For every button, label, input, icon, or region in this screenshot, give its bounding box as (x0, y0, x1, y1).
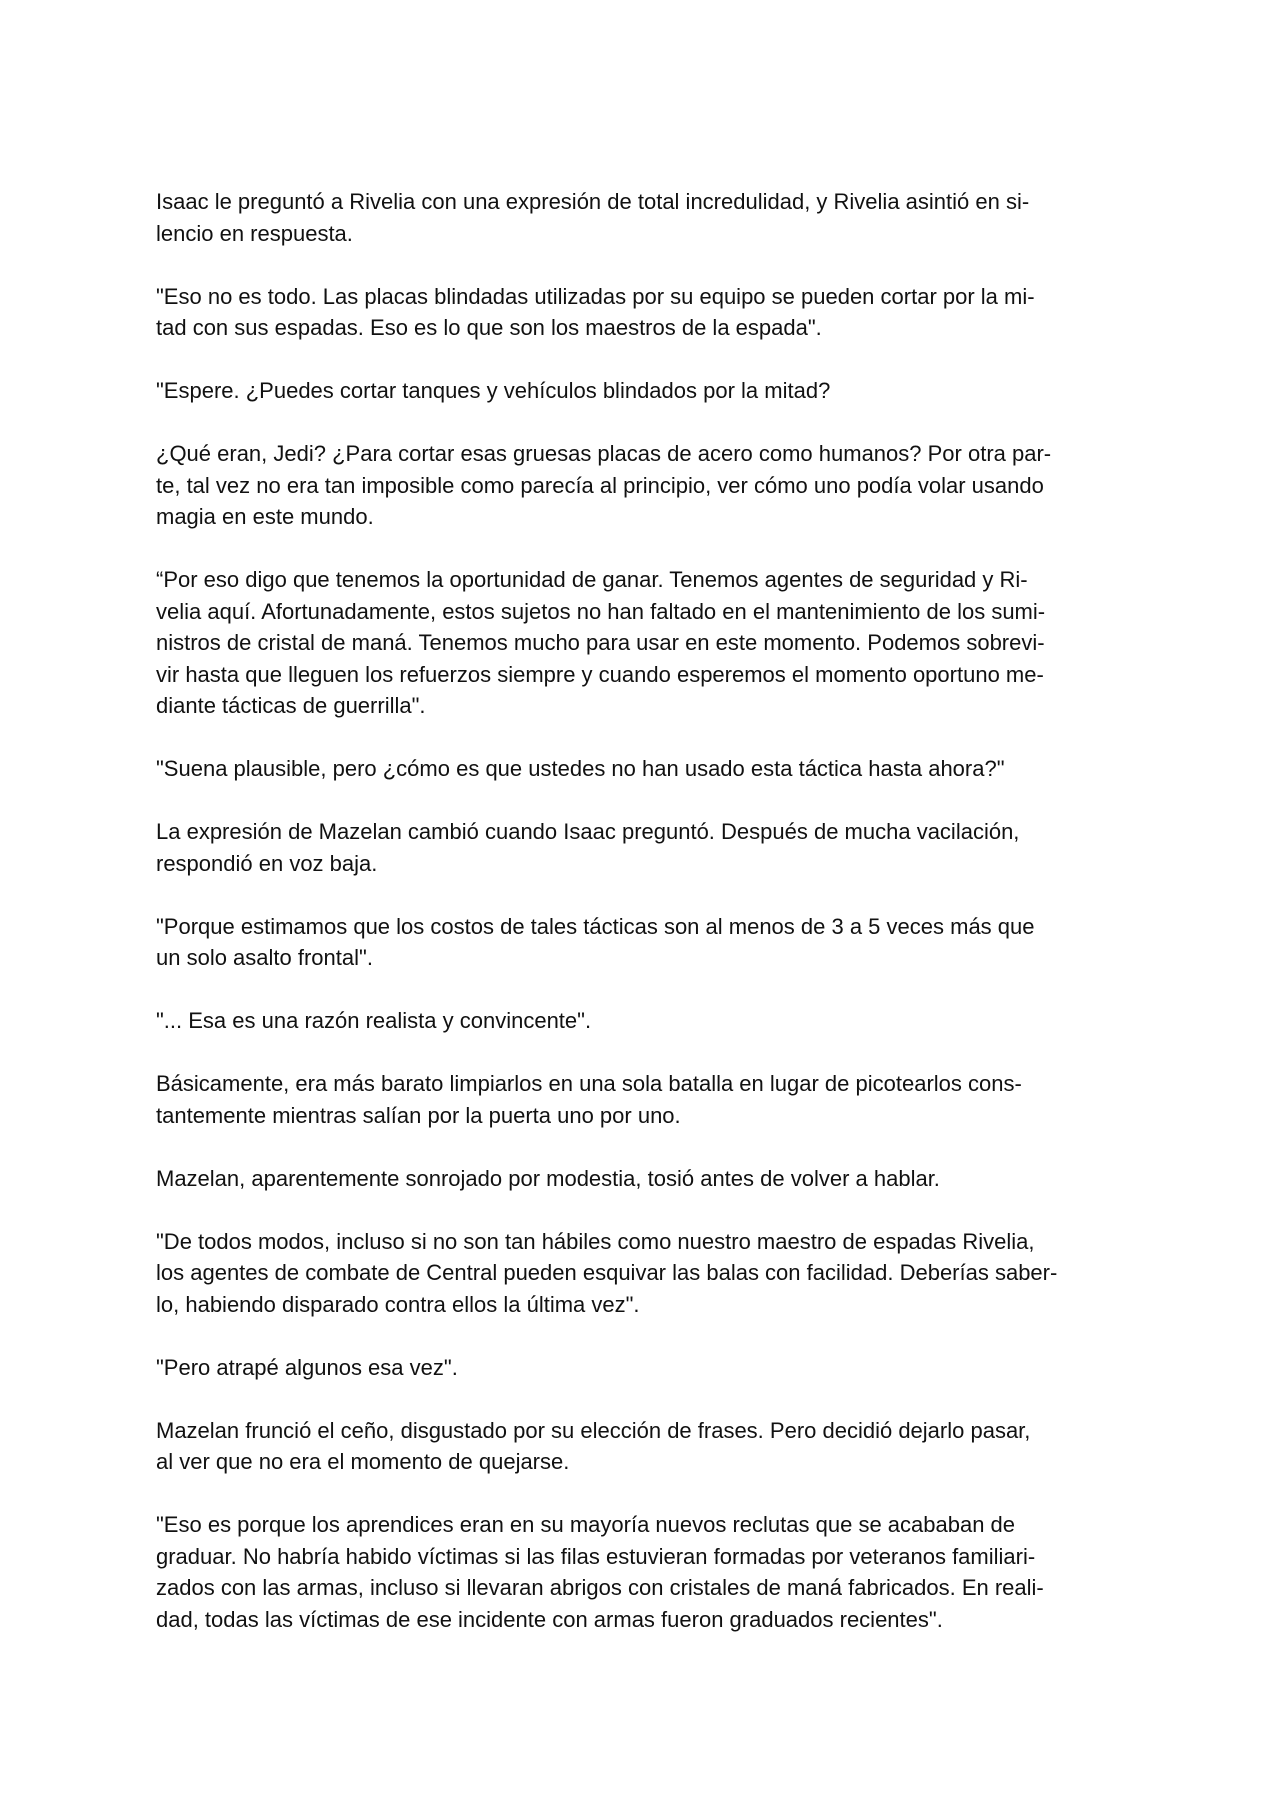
paragraph-9: "... Esa es una razón realista y convincente". (156, 1008, 592, 1033)
paragraph-1: Isaac le preguntó a Rivelia con una expresión de total incredulidad, y Rivelia asintió en si- lencio en respuesta. (156, 189, 1030, 246)
paragraph-8: "Porque estimamos que los costos de tales tácticas son al menos de 3 a 5 veces más que un solo asalto frontal". (156, 913, 1035, 970)
paragraph-12: "De todos modos, incluso si no son tan hábiles como nuestro maestro de espadas Rivelia, los agentes de combate de Central pueden esquivar las balas con facilidad. Deberías saber- lo, habiendo disparado contra ellos la última vez". (156, 1228, 1058, 1317)
paragraph-4: ¿Qué eran, Jedi? ¿Para cortar esas gruesas placas de acero como humanos? Por otra par- te, tal vez no era tan imposible como parecía al principio, ver cómo uno podía volar usando magia en este mundo. (156, 441, 1052, 529)
paragraph-6: "Suena plausible, pero ¿cómo es que ustedes no han usado esta táctica hasta ahora?" (156, 756, 1005, 781)
paragraph-2: "Eso no es todo. Las placas blindadas utilizadas por su equipo se pueden cortar por la mi- tad con sus espadas. Eso es lo que son los maestros de la espada". (156, 283, 1035, 340)
paragraph-7: La expresión de Mazelan cambió cuando Isaac preguntó. Después de mucha vacilación, respondió en voz baja. (156, 819, 1020, 876)
paragraph-10: Básicamente, era más barato limpiarlos en una sola batalla en lugar de picotearlos cons- tantemente mientras salían por la puerta uno por uno. (156, 1071, 1022, 1128)
paragraph-5: “Por eso digo que tenemos la oportunidad de ganar. Tenemos agentes de seguridad y Ri- velia aquí. Afortunadamente, estos sujetos no han faltado en el mantenimiento de los sumi- nistros de cristal de maná. Tenemos mucho para usar en este momento. Podemos sobrevi- vir hasta que lleguen los refuerzos siempre y cuando esperemos el momento oportuno me- diante tácticas de guerrilla". (156, 567, 1046, 718)
paragraph-15: "Eso es porque los aprendices eran en su mayoría nuevos reclutas que se acababan de graduar. No habría habido víctimas si las filas estuvieran formadas por veteranos familiari- zados con las armas, incluso si llevaran abrigos con cristales de maná fabricados. En reali- dad, todas las víctimas de ese incidente con armas fueron graduados recientes". (156, 1512, 1044, 1632)
paragraph-3: "Espere. ¿Puedes cortar tanques y vehículos blindados por la mitad? (156, 378, 831, 403)
paragraph-11: Mazelan, aparentemente sonrojado por modestia, tosió antes de volver a hablar. (156, 1165, 940, 1191)
paragraph-13: "Pero atrapé algunos esa vez". (156, 1354, 458, 1380)
paragraph-14: Mazelan frunció el ceño, disgustado por su elección de frases. Pero decidió dejarlo pasar, al ver que no era el momento de quejarse. (156, 1417, 1031, 1474)
document-body (156, 186, 1136, 1667)
